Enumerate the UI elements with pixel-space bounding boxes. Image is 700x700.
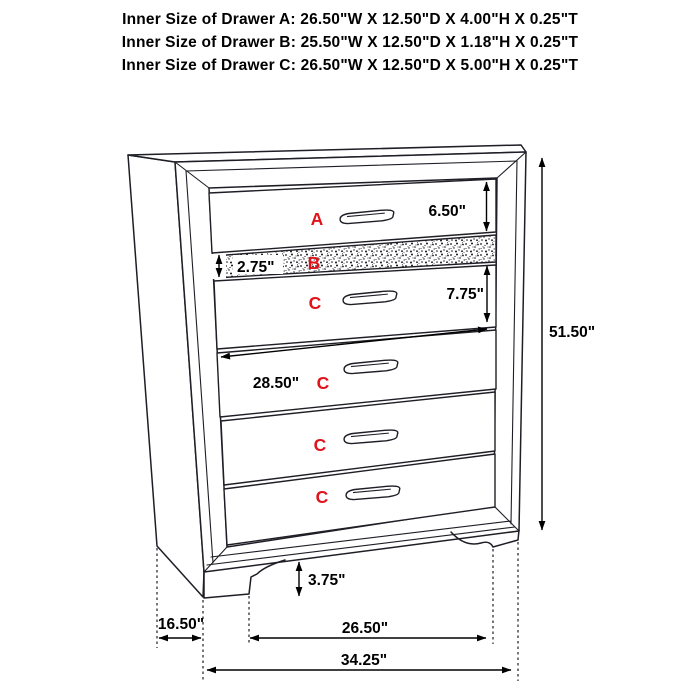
dim-feet-span — [250, 620, 486, 638]
dim-drawer-width-label: 28.50" — [252, 375, 300, 392]
spec-line-drawer-b: Inner Size of Drawer B: 25.50"W X 12.50"D X 1.18"H X 0.25"T — [121, 34, 579, 51]
dim-base-height — [299, 562, 346, 596]
drawer-c-upper-mid-label: C — [316, 373, 330, 393]
dim-drawer-a-height-label: 6.50" — [428, 203, 466, 220]
dim-side-depth — [158, 616, 204, 638]
dim-feet-span-label: 26.50" — [341, 620, 389, 637]
drawer-c-top-label: C — [308, 293, 322, 313]
dim-overall-width-label: 34.25" — [340, 652, 388, 669]
dim-overall-height — [542, 158, 595, 530]
dim-overall-width — [207, 652, 511, 670]
dim-drawer-b-height — [211, 254, 283, 279]
dim-drawer-b-height-label: 2.75" — [237, 259, 275, 276]
drawer-c-bottom-label: C — [315, 487, 329, 507]
dim-drawer-c-height-label: 7.75" — [446, 286, 484, 303]
spec-line-drawer-a: Inner Size of Drawer A: 26.50"W X 12.50"D X 4.00"H X 0.25"T — [122, 11, 578, 28]
spec-line-drawer-c: Inner Size of Drawer C: 26.50"W X 12.50"D X 5.00"H X 0.25"T — [121, 57, 579, 74]
drawer-c-lower-mid-label: C — [313, 435, 327, 455]
dim-base-height-label: 3.75" — [308, 572, 346, 589]
dim-overall-height-label: 51.50" — [549, 324, 596, 341]
drawers — [209, 179, 496, 545]
dim-side-depth-label: 16.50" — [157, 616, 205, 633]
drawer-a-label: A — [310, 209, 324, 229]
drawer-b-label: B — [307, 253, 321, 273]
